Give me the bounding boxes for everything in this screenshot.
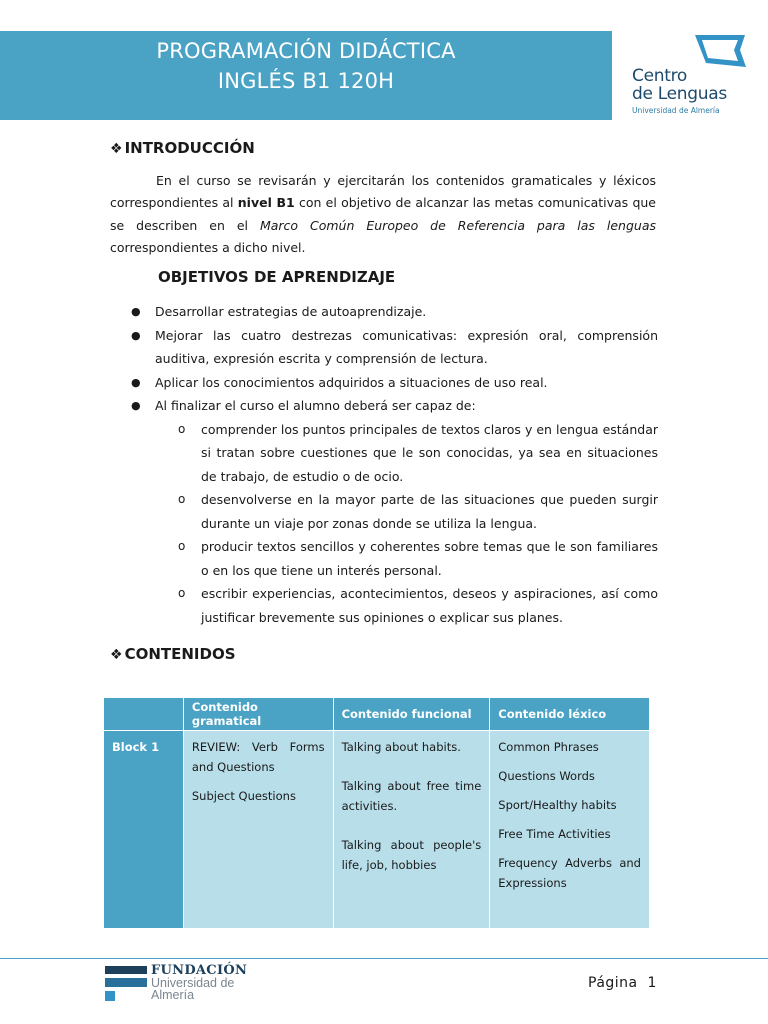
cell-paragraph: Talking about people's life, job, hobbies bbox=[341, 838, 482, 872]
intro-text-a: En el curso se revisarán y ejercitarán los contenidos gramaticales y léxicos correspondientes al bbox=[110, 173, 656, 211]
bullet-dot-icon: ● bbox=[131, 375, 141, 389]
speech-bubble-icon bbox=[692, 33, 748, 69]
contents-table bbox=[103, 697, 650, 929]
table-header-row bbox=[104, 698, 650, 731]
list-item-text: Al finalizar el curso el alumno deberá ser capaz de: bbox=[155, 398, 476, 413]
fundacion-subtext-line: Almería bbox=[151, 988, 195, 1002]
diamond-bullet-icon: ❖ bbox=[110, 647, 123, 663]
circle-bullet-icon: o bbox=[178, 539, 186, 553]
list-item-text: Desarrollar estrategias de autoaprendizaje. bbox=[155, 304, 427, 319]
sub-list-item bbox=[110, 418, 658, 489]
sub-list-item-text: producir textos sencillos y coherentes sobre temas que le son familiares o en los que tiene un interés personal. bbox=[201, 539, 658, 578]
logo-square bbox=[105, 991, 115, 1001]
intro-text-c: correspondientes a dicho nivel. bbox=[110, 240, 306, 256]
fundacion-text: FUNDACIÓN bbox=[151, 963, 248, 978]
contents-heading bbox=[110, 645, 236, 663]
intro-heading-text: INTRODUCCIÓN bbox=[124, 139, 255, 157]
list-item bbox=[110, 394, 658, 418]
sub-list-item bbox=[110, 488, 658, 535]
cell-paragraph: Questions Words bbox=[498, 769, 595, 783]
cell-paragraph: Free Time Activities bbox=[498, 827, 611, 841]
table-header-cell bbox=[104, 698, 184, 731]
bullet-dot-icon: ● bbox=[131, 399, 141, 412]
list-item bbox=[110, 300, 658, 324]
document-title bbox=[0, 36, 612, 96]
circle-bullet-icon: o bbox=[178, 586, 186, 600]
sub-list-item bbox=[110, 535, 658, 582]
diamond-bullet-icon: ❖ bbox=[110, 141, 123, 157]
cell-paragraph: Talking about habits. bbox=[341, 740, 461, 754]
fundacion-subtext-line: Universidad de bbox=[151, 976, 235, 990]
cell-paragraph: Sport/Healthy habits bbox=[498, 798, 617, 812]
document-title-line2: INGLÉS B1 120H bbox=[217, 69, 395, 93]
sub-list-item-text: desenvolverse en la mayor parte de las situaciones que pueden surgir durante un viaje por zonas donde se utiliza la lengua. bbox=[201, 492, 658, 531]
footer-divider bbox=[0, 958, 768, 959]
page-number: Página 1 bbox=[588, 975, 657, 991]
intro-text-bold: nivel B1 bbox=[237, 195, 295, 211]
table-block-cell: Block 1 bbox=[104, 731, 184, 929]
logo-bar bbox=[105, 966, 147, 974]
table-header-cell: Contenido gramatical bbox=[183, 698, 333, 731]
intro-text-italic: Marco Común Europeo de Referencia para las lenguas bbox=[259, 217, 656, 233]
logo-text-lenguas: de Lenguas bbox=[632, 84, 727, 104]
table-cell-gramatical bbox=[183, 731, 333, 929]
cell-paragraph: REVIEW: Verb Forms and Questions bbox=[191, 740, 325, 774]
cell-paragraph: Subject Questions bbox=[191, 789, 296, 803]
document-title-line1: PROGRAMACIÓN DIDÁCTICA bbox=[156, 39, 456, 63]
logo-bar bbox=[105, 978, 147, 987]
table-header-cell: Contenido funcional bbox=[333, 698, 490, 731]
centro-lenguas-logo bbox=[630, 33, 750, 117]
table-cell-lexico bbox=[490, 731, 650, 929]
intro-text-b: con el objetivo de alcanzar las metas comunicativas que se describen en el bbox=[110, 195, 656, 233]
logo-text-university: Universidad de Almería bbox=[632, 106, 720, 115]
bullet-dot-icon: ● bbox=[131, 328, 141, 342]
list-item-text: Aplicar los conocimientos adquiridos a situaciones de uso real. bbox=[155, 374, 548, 390]
contents-heading-text: CONTENIDOS bbox=[124, 645, 236, 663]
bullet-dot-icon: ● bbox=[131, 305, 141, 318]
list-item bbox=[110, 324, 658, 371]
table-header-cell: Contenido léxico bbox=[490, 698, 650, 731]
sub-list-item bbox=[110, 582, 658, 629]
cell-paragraph: Frequency Adverbs and Expressions bbox=[498, 856, 641, 890]
logo-text-centro: Centro bbox=[632, 66, 687, 86]
circle-bullet-icon: o bbox=[178, 421, 186, 436]
table-cell-funcional bbox=[333, 731, 490, 929]
objectives-list bbox=[110, 300, 658, 629]
cell-paragraph: Talking about free time activities. bbox=[341, 779, 482, 813]
cell-paragraph: Common Phrases bbox=[498, 740, 599, 754]
intro-heading bbox=[110, 139, 255, 157]
intro-paragraph bbox=[110, 170, 656, 260]
fundacion-subtext bbox=[151, 977, 234, 1001]
objectives-heading: OBJETIVOS DE APRENDIZAJE bbox=[158, 268, 396, 286]
sub-list-item-text: escribir experiencias, acontecimientos, deseos y aspiraciones, así como justificar brevemente sus opiniones o explicar sus planes. bbox=[201, 586, 658, 625]
table-row bbox=[104, 731, 650, 929]
sub-list-item-text: comprender los puntos principales de textos claros y en lengua estándar si tratan sobre cuestiones que le son conocidas, ya sea en situaciones de trabajo, de estudio o de ocio. bbox=[201, 421, 658, 484]
list-item-text: Mejorar las cuatro destrezas comunicativas: expresión oral, comprensión auditiva, expresión escrita y comprensión de lectura. bbox=[155, 327, 658, 366]
circle-bullet-icon: o bbox=[178, 492, 186, 506]
fundacion-logo bbox=[105, 965, 265, 1005]
list-item bbox=[110, 371, 658, 395]
